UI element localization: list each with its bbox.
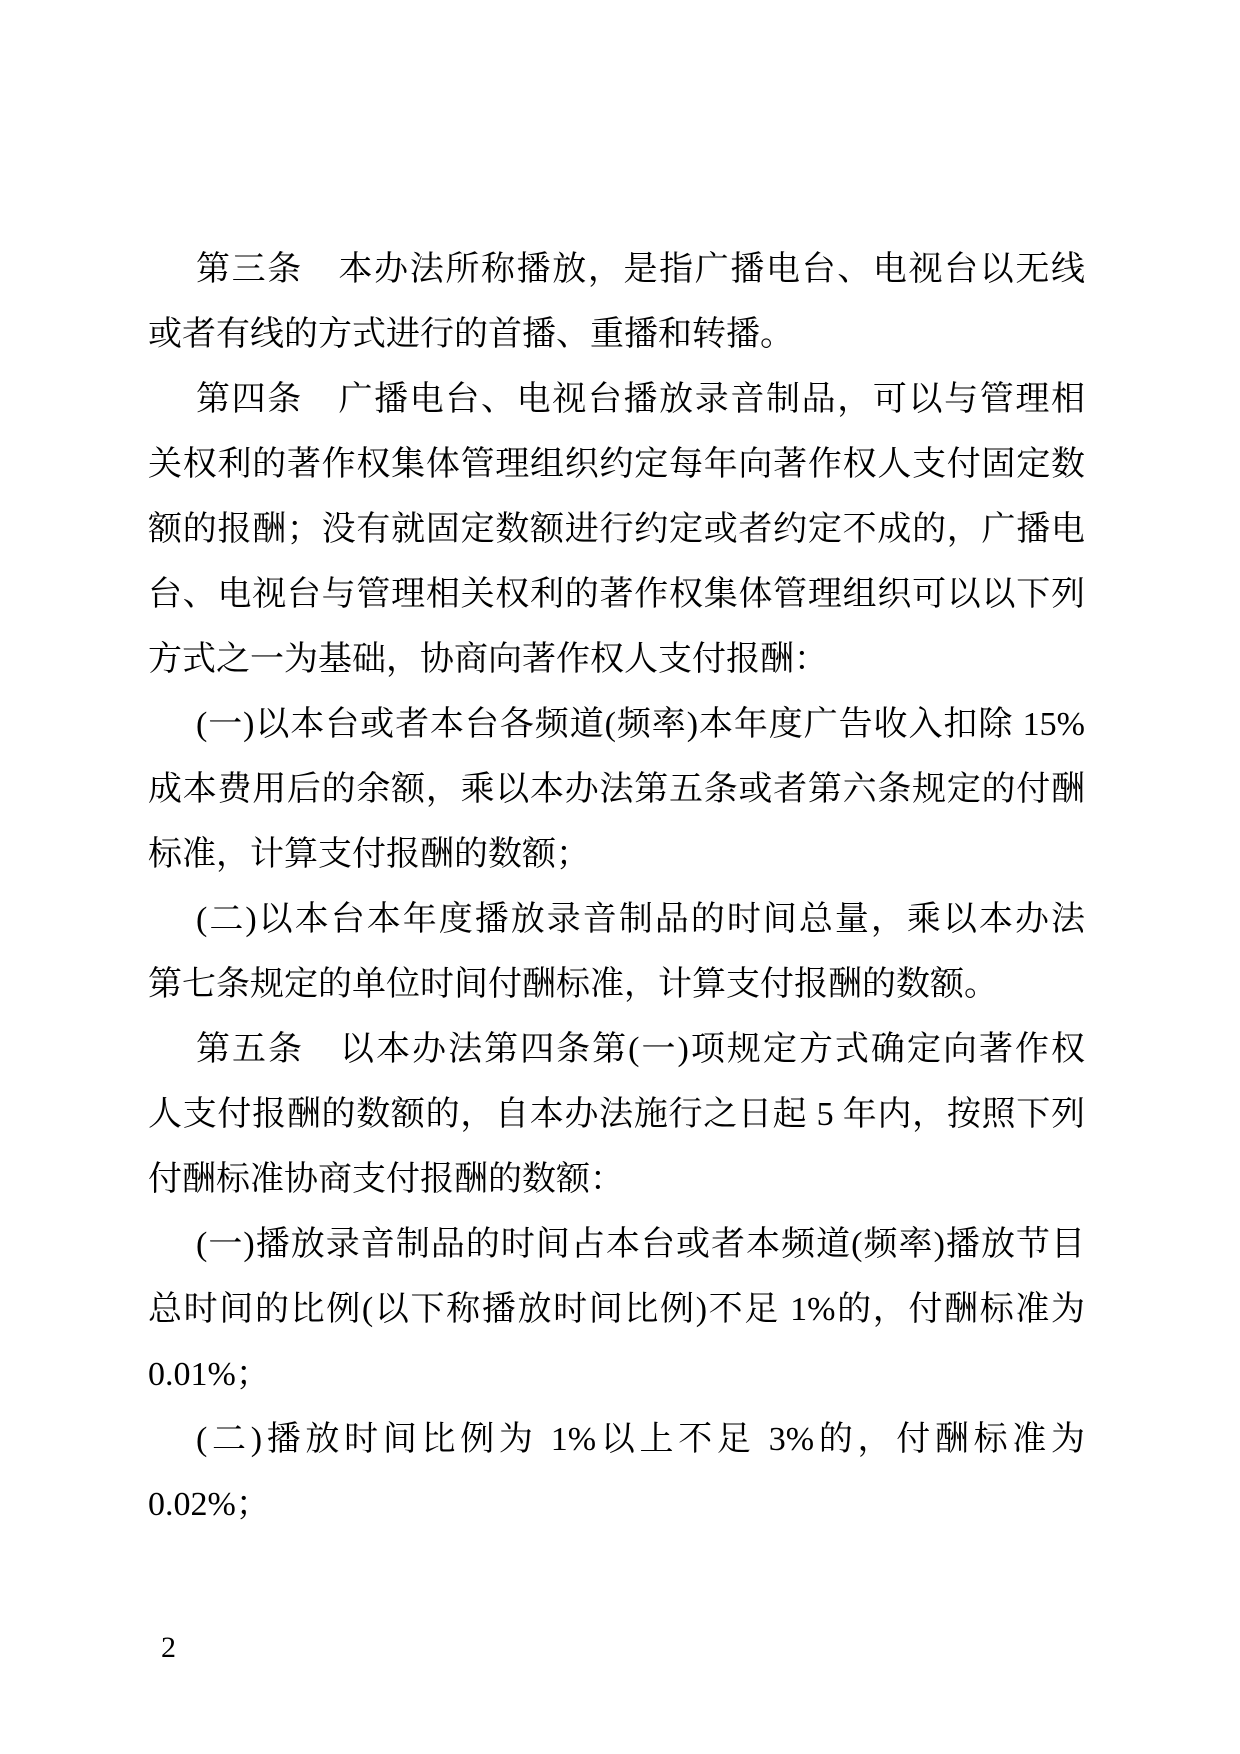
text-line: 额的报酬；没有就固定数额进行约定或者约定不成的，广播电 [148,511,1085,548]
text-line: (二)以本台本年度播放录音制品的时间总量，乘以本办法 [196,901,1085,938]
text-line: 总时间的比例(以下称播放时间比例)不足 1%的，付酬标准为 [148,1291,1085,1328]
text-line: 方式之一为基础，协商向著作权人支付报酬： [148,641,828,678]
paragraph-article-5-item-1 [148,1212,1085,1407]
text-line: 人支付报酬的数额的，自本办法施行之日起 5 年内，按照下列 [148,1096,1085,1133]
text-line: 台、电视台与管理相关权利的著作权集体管理组织可以以下列 [148,576,1085,613]
text-line: 0.02%； [148,1486,270,1523]
paragraph-article-3 [148,237,1085,367]
paragraph-article-4-item-1 [148,692,1085,887]
paragraph-article-5-item-2 [148,1407,1085,1537]
paragraph-article-4-item-2 [148,887,1085,1017]
paragraph-article-4 [148,367,1085,692]
text-line: 付酬标准协商支付报酬的数额： [148,1161,624,1198]
text-line: 第三条 本办法所称播放，是指广播电台、电视台以无线 [196,251,1085,288]
text-line: (一)以本台或者本台各频道(频率)本年度广告收入扣除 15% [196,706,1085,743]
text-line: 第四条 广播电台、电视台播放录音制品，可以与管理相 [196,381,1085,418]
document-body [148,237,1085,1537]
text-line: 第五条 以本办法第四条第(一)项规定方式确定向著作权 [196,1031,1085,1068]
text-line: 第七条规定的单位时间付酬标准，计算支付报酬的数额。 [148,966,998,1003]
paragraph-article-5 [148,1017,1085,1212]
text-line: 标准，计算支付报酬的数额； [148,836,590,873]
text-line: (一)播放录音制品的时间占本台或者本频道(频率)播放节目 [196,1226,1085,1263]
text-line: (二)播放时间比例为 1%以上不足 3%的，付酬标准为 [196,1421,1085,1458]
page-number: 2 [161,1631,176,1664]
text-line: 或者有线的方式进行的首播、重播和转播。 [148,316,794,353]
text-line: 0.01%； [148,1356,270,1393]
text-line: 关权利的著作权集体管理组织约定每年向著作权人支付固定数 [148,446,1085,483]
text-line: 成本费用后的余额，乘以本办法第五条或者第六条规定的付酬 [148,771,1085,808]
